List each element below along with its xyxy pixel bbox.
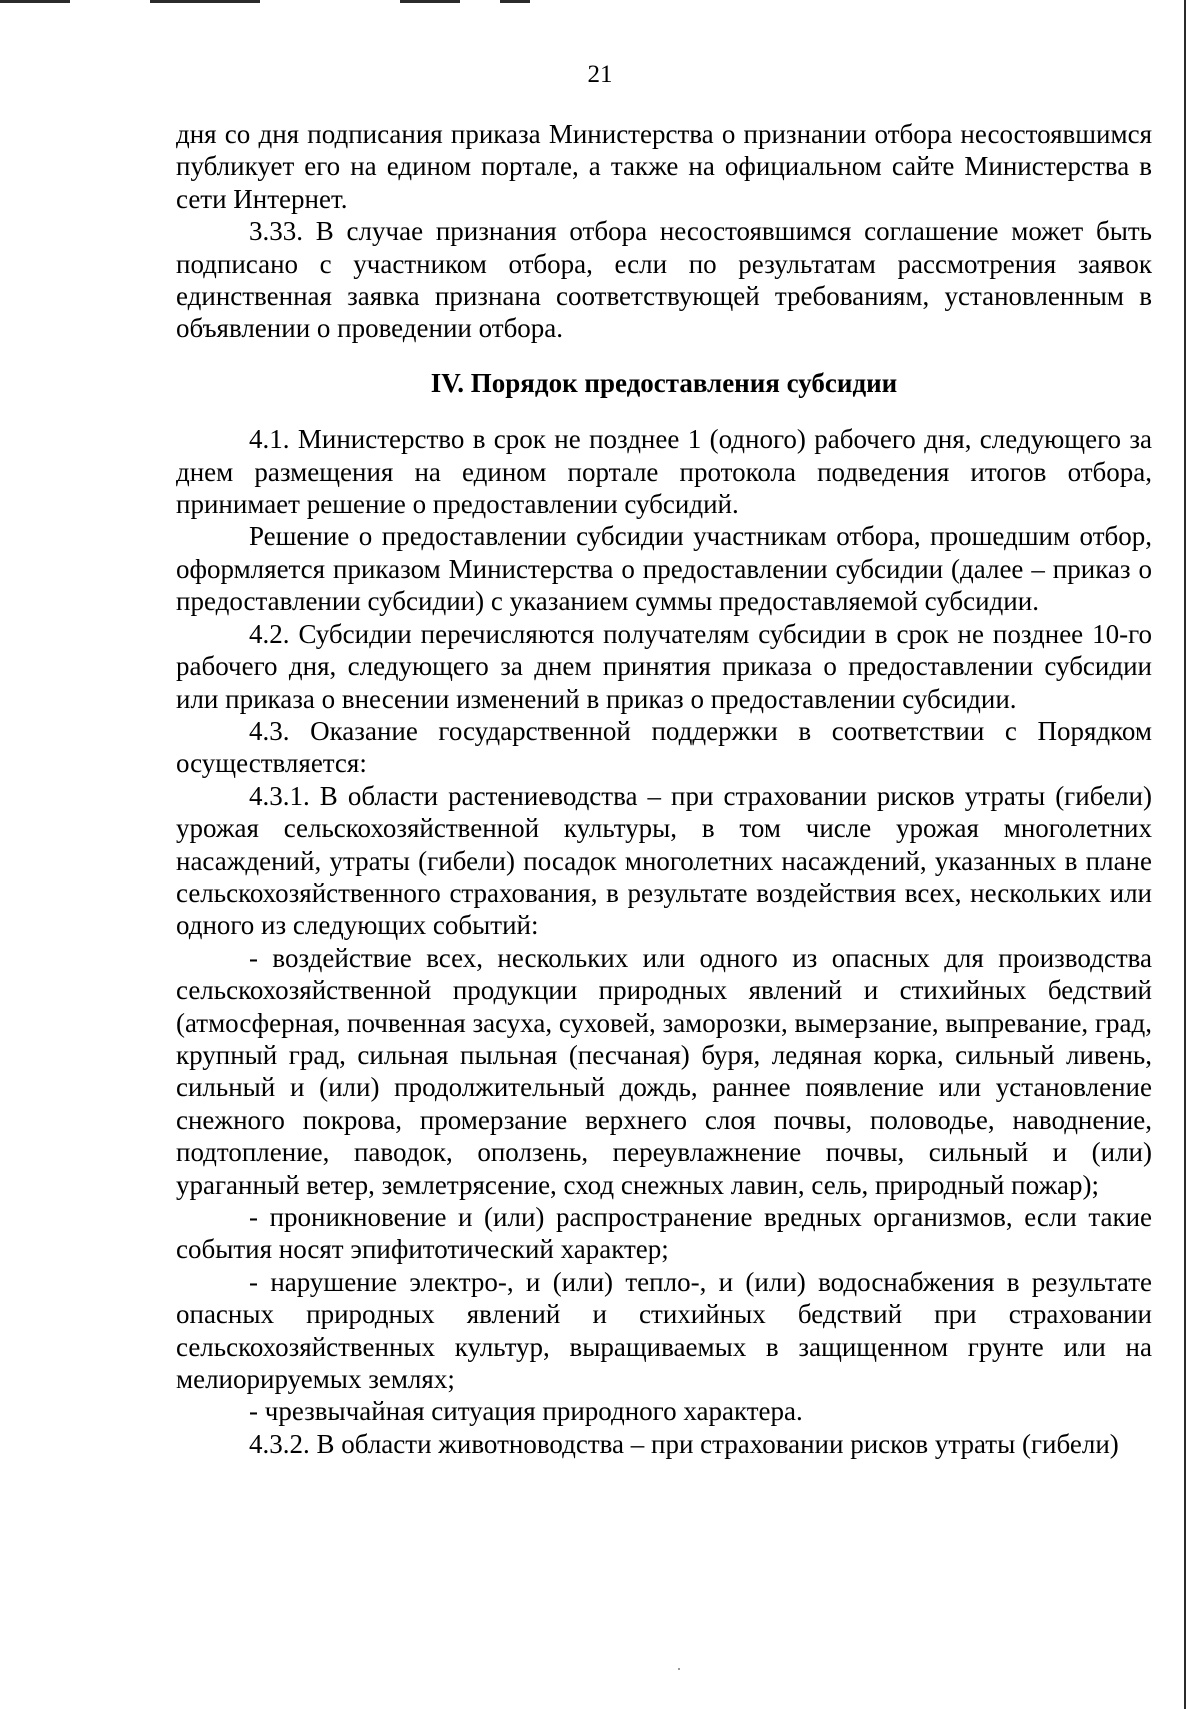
scan-edge-mark <box>0 0 70 3</box>
paragraph-4-1: 4.1. Министерство в срок не позднее 1 (одного) рабочего дня, следующего за днем размещения на едином портале протокола подведения итогов отбора, принимает решение о предоставлении субсидий. <box>176 424 1152 520</box>
paragraph-decision: Решение о предоставлении субсидии участникам отбора, прошедшим отбор, оформляется приказом Министерства о предоставлении субсидии (далее – приказ о предоставлении субсидии) с указанием суммы предоставляемой субсидии. <box>176 521 1152 617</box>
scan-edge-mark <box>500 0 530 3</box>
scan-edge-mark <box>150 0 260 3</box>
paragraph-continuation: дня со дня подписания приказа Министерства о признании отбора несостоявшимся публикует его на едином портале, а также на официальном сайте Министерства в сети Интернет. <box>176 119 1152 214</box>
paragraph-4-2: 4.2. Субсидии перечисляются получателям субсидии в срок не позднее 10-го рабочего дня, следующего за днем принятия приказа о предоставлении субсидии или приказа о внесении изменений в приказ о предоставлении субсидии. <box>176 618 1152 714</box>
section-heading: IV. Порядок предоставления субсидии <box>430 367 898 398</box>
paragraph-4-3-1: 4.3.1. В области растениеводства – при страховании рисков утраты (гибели) урожая сельскохозяйственной культуры, в том числе урожая многолетних насаждений, утраты (гибели) посадок многолетних насаждений, указанных в плане сельскохозяйственного страхования, в результате воздействия всех, нескольких или одного из следующих событий: <box>176 780 1152 941</box>
paragraph-3-33: 3.33. В случае признания отбора несостоявшимся соглашение может быть подписано с участником отбора, если по результатам рассмотрения заявок единственная заявка признана соответствующей требованиям, установленным в объявлении о проведении отбора. <box>176 216 1152 344</box>
scan-edge-mark <box>400 0 460 3</box>
list-item-supply-disruption: - нарушение электро-, и (или) тепло-, и (или) водоснабжения в результате опасных природных явлений и стихийных бедствий при страховании сельскохозяйственных культур, выращиваемых в защищенном грунте или на мелиорируемых землях; <box>176 1266 1152 1395</box>
list-item-harmful-organisms: - проникновение и (или) распространение вредных организмов, если такие события носят эпифитотический характер; <box>176 1202 1152 1265</box>
list-item-emergency: - чрезвычайная ситуация природного характера. <box>249 1396 803 1427</box>
scan-speck <box>678 1668 680 1670</box>
page-number: 21 <box>587 61 613 88</box>
paragraph-4-3-2: 4.3.2. В области животноводства – при страховании рисков утраты (гибели) <box>249 1428 1119 1459</box>
scan-edge-mark <box>1184 0 1186 1709</box>
paragraph-4-3: 4.3. Оказание государственной поддержки в соответствии с Порядком осуществляется: <box>176 715 1152 779</box>
document-body <box>176 118 1152 1460</box>
list-item-natural-phenomena: - воздействие всех, нескольких или одного из опасных для производства сельскохозяйственной продукции природных явлений и стихийных бедствий (атмосферная, почвенная засуха, суховей, заморозки, вымерзание, выпревание, град, крупный град, сильная пыльная (песчаная) буря, ледяная корка, сильный ливень, сильный и (или) продолжительный дождь, раннее появление или установление снежного покрова, промерзание верхнего слоя почвы, половодье, наводнение, подтопление, паводок, оползень, переувлажнение почвы, сильный и (или) ураганный ветер, землетрясение, сход снежных лавин, сель, природный пожар); <box>176 942 1152 1200</box>
